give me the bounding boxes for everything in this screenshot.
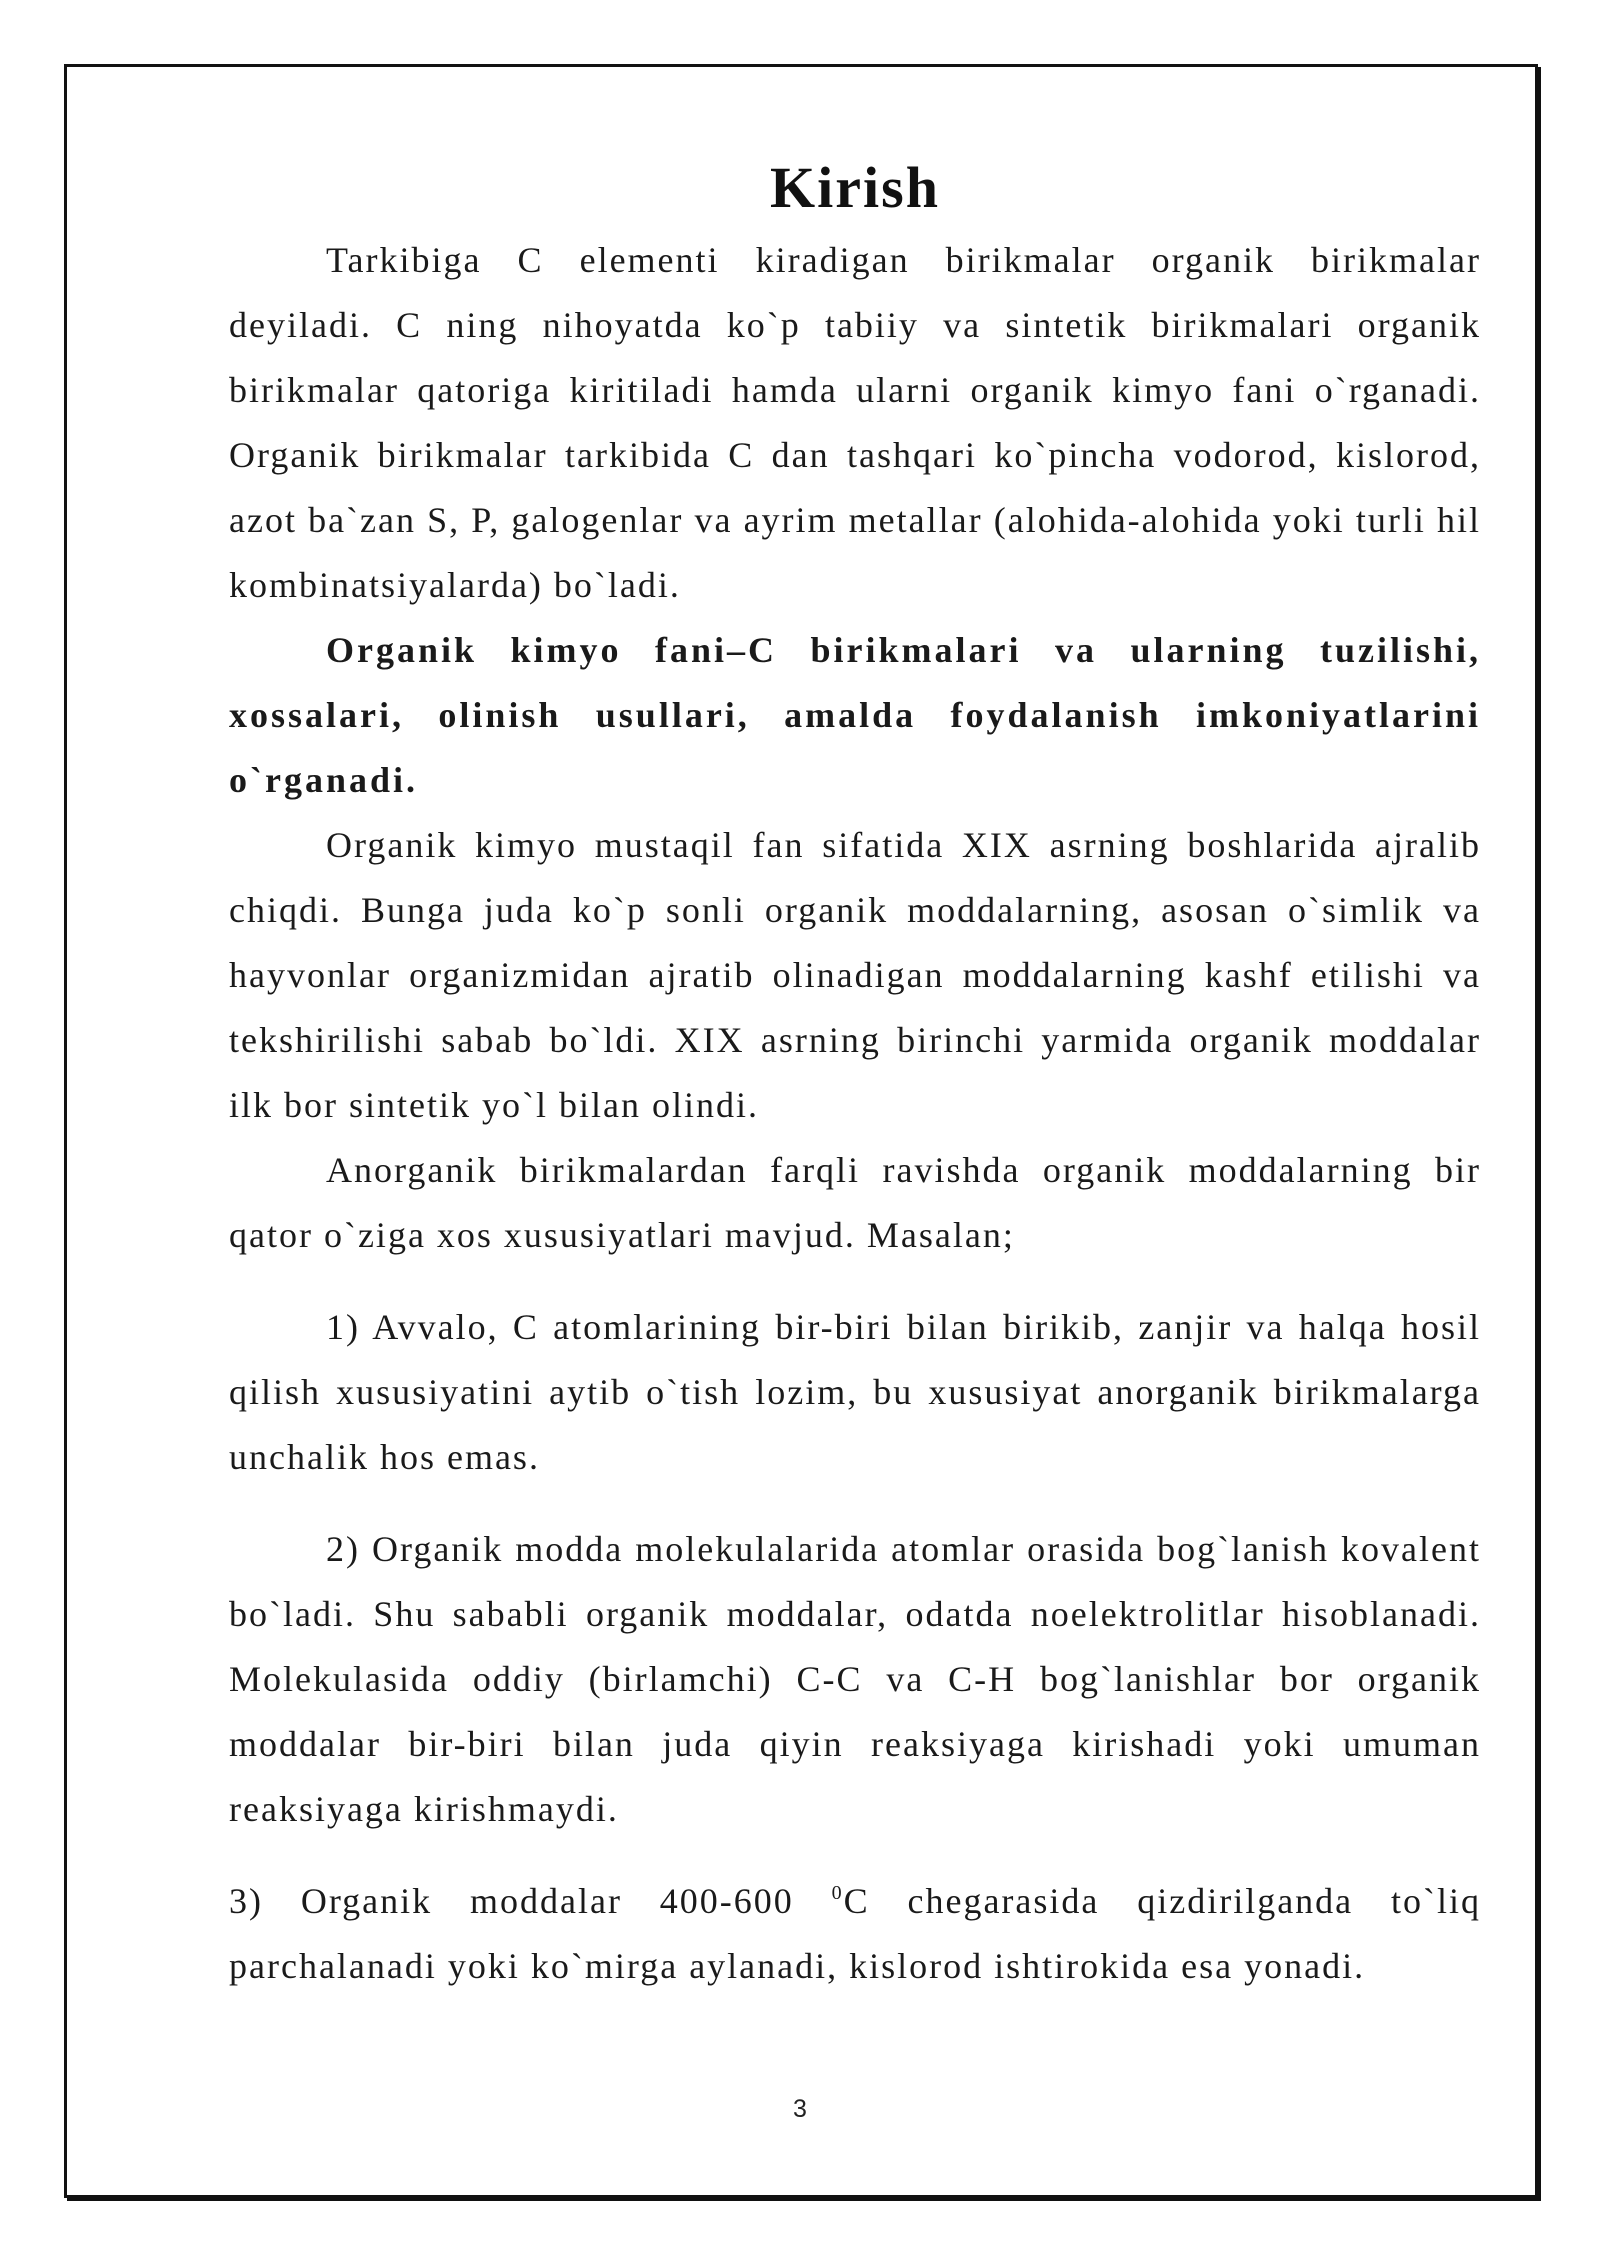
property-3-text-end: C chegarasida qizdirilganda to`liq parchalanadi yoki ko`mirga aylanadi, kislorod ishtirokida esa yonadi. xyxy=(229,1881,1481,1986)
paragraph-properties-intro: Anorganik birikmalardan farqli ravishda organik moddalarning bir qator o`ziga xos xususiyatlari mavjud. Masalan; xyxy=(229,1150,1481,1255)
page-number: 3 xyxy=(793,2095,807,2123)
paragraph-property-3 xyxy=(229,1869,1481,1999)
paragraph-property-1: 1) Avvalo, C atomlarining bir-biri bilan birikib, zanjir va halqa hosil qilish xususiyatini aytib o`tish lozim, bu xususiyat anorganik birikmalarga unchalik hos emas. xyxy=(229,1307,1481,1477)
paragraph-history: Organik kimyo mustaqil fan sifatida XIX asrning boshlarida ajralib chiqdi. Bunga juda ko`p sonli organik moddalarning, asosan o`simlik va hayvonlar organizmidan ajratib olinadigan moddalarning kashf etilishi va tekshirilishi sabab bo`ldi. XIX asrning birinchi yarmida organik moddalar ilk bor sintetik yo`l bilan olindi. xyxy=(229,825,1481,1125)
paragraph-property-2: 2) Organik modda molekulalarida atomlar orasida bog`lanish kovalent bo`ladi. Shu sababli organik moddalar, odatda noelektrolitlar hisoblanadi. Molekulasida oddiy (birlamchi) C-C va C-H bog`lanishlar bor organik moddalar bir-biri bilan juda qiyin reaksiyaga kirishadi yoki umuman reaksiyaga kirishmaydi. xyxy=(229,1529,1481,1829)
document-body xyxy=(229,150,1481,1999)
property-3-text-start: 3) Organik moddalar 400-600 xyxy=(229,1881,832,1921)
degree-superscript: 0 xyxy=(831,1882,844,1904)
paragraph-definition: Organik kimyo fani–C birikmalari va ularning tuzilishi, xossalari, olinish usullari, amalda foydalanish imkoniyatlarini o`rganadi. xyxy=(229,630,1481,800)
paragraph-intro: Tarkibiga C elementi kiradigan birikmalar organik birikmalar deyiladi. C ning nihoyatda ko`p tabiiy va sintetik birikmalari organik birikmalar qatoriga kiritiladi hamda ularni organik kimyo fani o`rganadi. Organik birikmalar tarkibida C dan tashqari ko`pincha vodorod, kislorod, azot ba`zan S, P, galogenlar va ayrim metallar (alohida-alohida yoki turli hil kombinatsiyalarda) bo`ladi. xyxy=(229,240,1481,605)
page-title: Kirish xyxy=(770,155,940,220)
